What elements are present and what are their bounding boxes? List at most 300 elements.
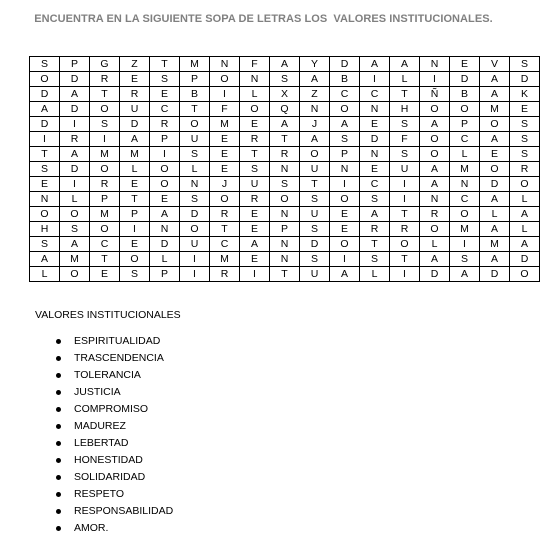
grid-cell: T	[180, 102, 210, 117]
grid-row	[30, 177, 540, 192]
grid-cell: A	[420, 177, 450, 192]
grid-cell: O	[330, 102, 360, 117]
grid-cell: B	[330, 72, 360, 87]
grid-cell: A	[120, 132, 150, 147]
list-item-label: RESPETO	[74, 488, 124, 500]
grid-row	[30, 132, 540, 147]
grid-cell: I	[390, 267, 420, 282]
grid-cell: E	[210, 132, 240, 147]
grid-cell: N	[360, 102, 390, 117]
grid-cell: T	[120, 192, 150, 207]
grid-cell: T	[390, 207, 420, 222]
grid-cell: R	[510, 162, 540, 177]
grid-cell: O	[90, 162, 120, 177]
grid-cell: E	[120, 72, 150, 87]
grid-cell: O	[90, 222, 120, 237]
grid-cell: R	[240, 192, 270, 207]
grid-cell: B	[180, 87, 210, 102]
list-item	[56, 435, 173, 452]
bullet-icon	[56, 424, 61, 429]
grid-cell: A	[480, 192, 510, 207]
grid-cell: E	[120, 237, 150, 252]
grid-cell: U	[300, 267, 330, 282]
grid-cell: S	[60, 222, 90, 237]
grid-cell: I	[180, 252, 210, 267]
grid-cell: P	[450, 117, 480, 132]
grid-cell: S	[510, 117, 540, 132]
grid-cell: U	[180, 132, 210, 147]
grid-cell: L	[450, 147, 480, 162]
grid-cell: O	[510, 177, 540, 192]
grid-cell: L	[510, 192, 540, 207]
grid-cell: G	[90, 57, 120, 72]
list-item	[56, 367, 173, 384]
grid-cell: O	[270, 192, 300, 207]
grid-cell: P	[90, 192, 120, 207]
grid-cell: L	[240, 87, 270, 102]
grid-cell: N	[330, 162, 360, 177]
bullet-icon	[56, 475, 61, 480]
grid-cell: M	[90, 147, 120, 162]
grid-cell: N	[270, 237, 300, 252]
grid-cell: A	[360, 57, 390, 72]
grid-cell: C	[360, 87, 390, 102]
grid-cell: I	[30, 132, 60, 147]
grid-cell: O	[510, 267, 540, 282]
grid-cell: P	[120, 207, 150, 222]
grid-cell: I	[360, 72, 390, 87]
grid-cell: Q	[270, 102, 300, 117]
grid-cell: A	[30, 252, 60, 267]
grid-cell: E	[210, 147, 240, 162]
grid-cell: I	[240, 267, 270, 282]
grid-cell: A	[390, 57, 420, 72]
grid-cell: I	[120, 222, 150, 237]
grid-cell: A	[480, 72, 510, 87]
grid-cell: I	[150, 147, 180, 162]
grid-cell: S	[390, 147, 420, 162]
grid-cell: E	[510, 102, 540, 117]
grid-cell: D	[450, 72, 480, 87]
list-item-label: RESPONSABILIDAD	[74, 505, 174, 517]
grid-cell: D	[480, 177, 510, 192]
grid-cell: E	[150, 192, 180, 207]
list-item	[56, 350, 173, 367]
grid-cell: F	[390, 132, 420, 147]
grid-cell: O	[30, 207, 60, 222]
grid-cell: O	[480, 117, 510, 132]
grid-cell: O	[180, 117, 210, 132]
grid-cell: N	[30, 192, 60, 207]
grid-cell: A	[240, 237, 270, 252]
grid-cell: S	[180, 147, 210, 162]
grid-cell: I	[60, 117, 90, 132]
grid-row	[30, 162, 540, 177]
list-item	[56, 452, 173, 469]
grid-cell: O	[480, 162, 510, 177]
grid-cell: L	[360, 267, 390, 282]
grid-cell: M	[180, 57, 210, 72]
grid-cell: U	[180, 237, 210, 252]
grid-cell: J	[300, 117, 330, 132]
list-item-label: ESPIRITUALIDAD	[74, 335, 161, 347]
grid-cell: P	[270, 222, 300, 237]
grid-cell: E	[150, 87, 180, 102]
grid-cell: F	[210, 102, 240, 117]
grid-cell: V	[480, 57, 510, 72]
grid-cell: O	[90, 102, 120, 117]
grid-cell: A	[300, 132, 330, 147]
grid-cell: A	[360, 207, 390, 222]
grid-cell: P	[180, 72, 210, 87]
grid-cell: S	[450, 252, 480, 267]
list-item-label: TOLERANCIA	[74, 369, 141, 381]
grid-cell: T	[240, 147, 270, 162]
grid-cell: N	[300, 102, 330, 117]
grid-row	[30, 147, 540, 162]
grid-cell: T	[390, 252, 420, 267]
grid-cell: R	[210, 207, 240, 222]
grid-cell: O	[390, 237, 420, 252]
grid-cell: A	[480, 252, 510, 267]
grid-cell: S	[180, 192, 210, 207]
grid-cell: E	[360, 162, 390, 177]
bullet-icon	[56, 526, 61, 531]
grid-cell: S	[30, 237, 60, 252]
grid-cell: C	[90, 237, 120, 252]
grid-cell: I	[330, 177, 360, 192]
grid-cell: O	[420, 132, 450, 147]
grid-cell: L	[480, 207, 510, 222]
grid-cell: L	[60, 192, 90, 207]
grid-cell: A	[420, 252, 450, 267]
grid-cell: Y	[300, 57, 330, 72]
list-item-label: LEBERTAD	[74, 437, 129, 449]
grid-cell: M	[60, 252, 90, 267]
grid-cell: I	[90, 132, 120, 147]
grid-cell: U	[240, 177, 270, 192]
grid-cell: C	[450, 132, 480, 147]
grid-cell: B	[450, 87, 480, 102]
grid-cell: L	[390, 72, 420, 87]
list-item-label: COMPROMISO	[74, 403, 149, 415]
grid-cell: A	[150, 207, 180, 222]
grid-cell: E	[330, 222, 360, 237]
grid-cell: S	[360, 252, 390, 267]
grid-cell: A	[420, 117, 450, 132]
values-list-title: VALORES INSTITUCIONALES	[35, 309, 181, 321]
grid-row	[30, 237, 540, 252]
grid-cell: S	[330, 132, 360, 147]
grid-cell: O	[420, 147, 450, 162]
grid-cell: R	[60, 132, 90, 147]
grid-cell: N	[270, 207, 300, 222]
grid-cell: E	[240, 117, 270, 132]
grid-cell: A	[30, 102, 60, 117]
grid-cell: L	[420, 237, 450, 252]
list-item	[56, 520, 173, 537]
grid-cell: N	[240, 72, 270, 87]
grid-cell: E	[330, 207, 360, 222]
grid-cell: N	[450, 177, 480, 192]
grid-cell: O	[300, 147, 330, 162]
grid-cell: T	[90, 252, 120, 267]
bullet-icon	[56, 339, 61, 344]
grid-cell: E	[450, 57, 480, 72]
grid-cell: Z	[120, 57, 150, 72]
grid-cell: J	[210, 177, 240, 192]
grid-cell: E	[240, 222, 270, 237]
grid-cell: A	[480, 222, 510, 237]
grid-cell: S	[360, 192, 390, 207]
grid-cell: A	[300, 72, 330, 87]
grid-row	[30, 57, 540, 72]
grid-cell: L	[120, 162, 150, 177]
grid-cell: S	[30, 162, 60, 177]
grid-cell: D	[30, 87, 60, 102]
grid-cell: U	[300, 162, 330, 177]
grid-cell: A	[510, 207, 540, 222]
grid-cell: A	[450, 267, 480, 282]
grid-cell: Z	[300, 87, 330, 102]
grid-cell: S	[270, 72, 300, 87]
grid-cell: I	[180, 267, 210, 282]
grid-cell: U	[120, 102, 150, 117]
grid-cell: N	[270, 252, 300, 267]
grid-cell: T	[360, 237, 390, 252]
bullet-icon	[56, 390, 61, 395]
grid-cell: D	[120, 117, 150, 132]
bullet-icon	[56, 407, 61, 412]
grid-cell: M	[210, 117, 240, 132]
grid-cell: M	[120, 147, 150, 162]
grid-cell: A	[480, 87, 510, 102]
grid-cell: K	[510, 87, 540, 102]
grid-cell: D	[300, 237, 330, 252]
grid-cell: S	[120, 267, 150, 282]
grid-row	[30, 72, 540, 87]
grid-cell: T	[270, 267, 300, 282]
grid-cell: A	[510, 237, 540, 252]
grid-cell: N	[420, 192, 450, 207]
grid-cell: O	[60, 207, 90, 222]
grid-cell: Ñ	[420, 87, 450, 102]
grid-cell: R	[90, 177, 120, 192]
grid-cell: E	[480, 147, 510, 162]
grid-cell: O	[330, 237, 360, 252]
grid-cell: S	[300, 192, 330, 207]
grid-cell: O	[30, 72, 60, 87]
grid-cell: S	[300, 252, 330, 267]
grid-cell: L	[180, 162, 210, 177]
grid-cell: T	[300, 177, 330, 192]
grid-cell: T	[90, 87, 120, 102]
grid-cell: O	[120, 252, 150, 267]
grid-cell: M	[480, 237, 510, 252]
grid-cell: I	[450, 237, 480, 252]
list-item-label: AMOR.	[74, 522, 109, 534]
grid-cell: R	[120, 87, 150, 102]
bullet-icon	[56, 373, 61, 378]
grid-cell: T	[210, 222, 240, 237]
bullet-icon	[56, 441, 61, 446]
grid-cell: S	[510, 147, 540, 162]
grid-cell: C	[150, 102, 180, 117]
grid-cell: N	[360, 147, 390, 162]
grid-cell: D	[180, 207, 210, 222]
grid-cell: H	[390, 102, 420, 117]
grid-cell: A	[60, 87, 90, 102]
grid-row	[30, 207, 540, 222]
word-search-grid	[29, 56, 540, 282]
grid-cell: A	[270, 117, 300, 132]
bullet-icon	[56, 356, 61, 361]
grid-cell: O	[210, 72, 240, 87]
grid-cell: C	[330, 87, 360, 102]
grid-cell: D	[360, 132, 390, 147]
bullet-icon	[56, 458, 61, 463]
grid-cell: E	[360, 117, 390, 132]
grid-cell: A	[330, 117, 360, 132]
grid-cell: S	[240, 162, 270, 177]
grid-cell: D	[60, 162, 90, 177]
grid-cell: I	[210, 87, 240, 102]
list-item-label: TRASCENDENCIA	[74, 352, 164, 364]
grid-cell: D	[510, 72, 540, 87]
grid-cell: L	[30, 267, 60, 282]
grid-cell: O	[450, 207, 480, 222]
grid-cell: N	[270, 162, 300, 177]
grid-cell: P	[60, 57, 90, 72]
grid-cell: S	[510, 132, 540, 147]
grid-row	[30, 117, 540, 132]
grid-cell: A	[480, 132, 510, 147]
grid-cell: M	[210, 252, 240, 267]
grid-cell: I	[330, 252, 360, 267]
grid-cell: N	[420, 57, 450, 72]
grid-cell: O	[210, 192, 240, 207]
grid-cell: S	[510, 57, 540, 72]
grid-cell: C	[450, 192, 480, 207]
grid-cell: M	[90, 207, 120, 222]
grid-cell: R	[90, 72, 120, 87]
grid-cell: O	[240, 102, 270, 117]
grid-cell: D	[330, 57, 360, 72]
grid-cell: N	[210, 57, 240, 72]
grid-row	[30, 87, 540, 102]
grid-cell: D	[510, 252, 540, 267]
grid-cell: F	[240, 57, 270, 72]
grid-row	[30, 252, 540, 267]
grid-cell: O	[60, 267, 90, 282]
grid-cell: E	[30, 177, 60, 192]
bullet-icon	[56, 492, 61, 497]
grid-cell: E	[240, 252, 270, 267]
grid-cell: I	[390, 177, 420, 192]
grid-cell: T	[270, 132, 300, 147]
grid-cell: R	[150, 117, 180, 132]
grid-row	[30, 267, 540, 282]
grid-cell: C	[210, 237, 240, 252]
grid-cell: I	[60, 177, 90, 192]
grid-cell: D	[60, 102, 90, 117]
grid-cell: L	[150, 252, 180, 267]
grid-cell: E	[90, 267, 120, 282]
grid-cell: P	[150, 132, 180, 147]
grid-cell: E	[120, 177, 150, 192]
grid-cell: R	[210, 267, 240, 282]
grid-cell: I	[420, 72, 450, 87]
grid-cell: T	[150, 57, 180, 72]
grid-cell: A	[330, 267, 360, 282]
grid-cell: S	[90, 117, 120, 132]
grid-cell: L	[510, 222, 540, 237]
list-item	[56, 503, 173, 520]
grid-cell: O	[420, 222, 450, 237]
values-list	[56, 333, 173, 537]
grid-cell: A	[420, 162, 450, 177]
grid-cell: P	[330, 147, 360, 162]
grid-cell: A	[60, 237, 90, 252]
grid-row	[30, 222, 540, 237]
grid-cell: D	[30, 117, 60, 132]
grid-cell: D	[420, 267, 450, 282]
grid-cell: M	[450, 222, 480, 237]
grid-cell: N	[150, 222, 180, 237]
grid-cell: O	[150, 177, 180, 192]
bullet-icon	[56, 509, 61, 514]
list-item-label: JUSTICIA	[74, 386, 121, 398]
grid-cell: O	[450, 102, 480, 117]
grid-cell: P	[150, 267, 180, 282]
grid-cell: O	[150, 162, 180, 177]
grid-cell: M	[480, 102, 510, 117]
grid-cell: R	[360, 222, 390, 237]
grid-cell: D	[60, 72, 90, 87]
list-item	[56, 418, 173, 435]
grid-row	[30, 102, 540, 117]
grid-cell: E	[210, 162, 240, 177]
list-item-label: MADUREZ	[74, 420, 126, 432]
list-item-label: SOLIDARIDAD	[74, 471, 146, 483]
list-item	[56, 486, 173, 503]
list-item	[56, 333, 173, 350]
page-title: ENCUENTRA EN LA SIGUIENTE SOPA DE LETRAS LOS VALORES INSTITUCIONALES.	[34, 13, 493, 25]
grid-row	[30, 192, 540, 207]
grid-cell: R	[420, 207, 450, 222]
list-item-label: HONESTIDAD	[74, 454, 143, 466]
grid-cell: A	[60, 147, 90, 162]
grid-cell: E	[240, 207, 270, 222]
grid-cell: C	[360, 177, 390, 192]
grid-cell: I	[390, 192, 420, 207]
grid-cell: O	[330, 192, 360, 207]
grid-cell: S	[270, 177, 300, 192]
grid-cell: S	[30, 57, 60, 72]
list-item	[56, 469, 173, 486]
grid-cell: X	[270, 87, 300, 102]
grid-cell: R	[270, 147, 300, 162]
grid-cell: R	[390, 222, 420, 237]
grid-cell: M	[450, 162, 480, 177]
grid-cell: T	[30, 147, 60, 162]
grid-cell: S	[300, 222, 330, 237]
list-item	[56, 384, 173, 401]
grid-cell: D	[480, 267, 510, 282]
grid-cell: T	[390, 87, 420, 102]
grid-cell: A	[270, 57, 300, 72]
grid-cell: O	[180, 222, 210, 237]
